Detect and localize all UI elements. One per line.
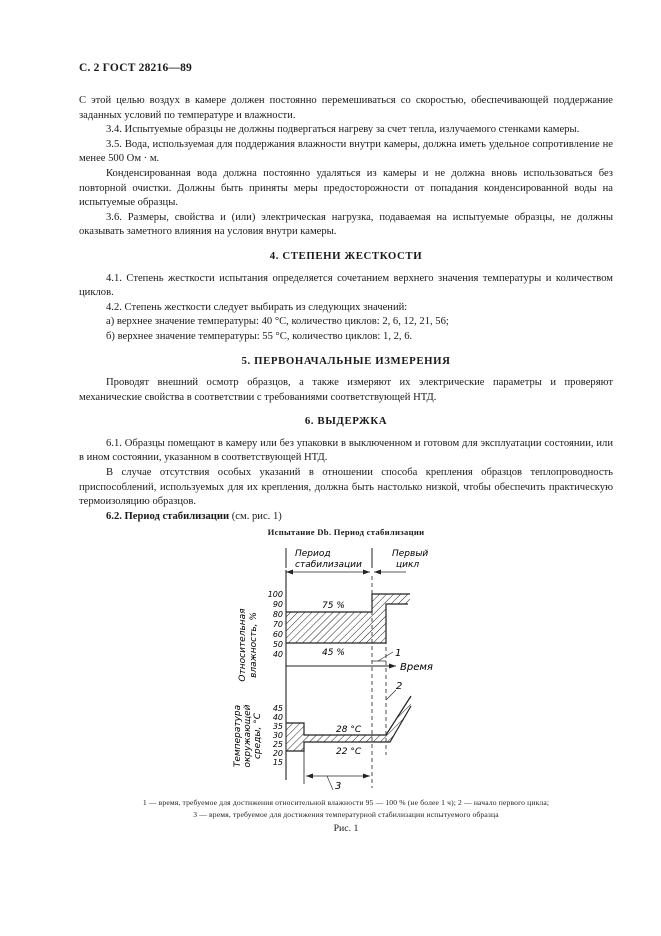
paragraph-6-2-ref: (см. рис. 1) xyxy=(229,510,282,522)
paragraph-6-1-b: В случае отсутствия особых указаний в отношении способа крепления образцов теплопроводность приспособлений, используемых для их крепления, должна быть настолько низкой, чтобы обеспечить практическую термоизоляцию образцов. xyxy=(79,467,613,508)
temp-tick-35: 35 xyxy=(272,722,283,731)
marker-1-label: 1 xyxy=(395,648,402,659)
humidity-band-hatch xyxy=(286,612,386,643)
paragraph-3-4: 3.4. Испытуемые образцы не должны подвергаться нагреву за счет тепла, излучаемого стенками камеры. xyxy=(106,124,580,136)
temp-tick-25: 25 xyxy=(272,740,283,749)
humidity-tick-70: 70 xyxy=(272,620,283,629)
temp-axis-title-line2: окружающей xyxy=(243,704,253,768)
temp-tick-20: 20 xyxy=(272,749,283,758)
temp-label-28: 28 °С xyxy=(336,725,362,735)
marker-3-label: 3 xyxy=(335,781,342,792)
first-cycle-label-line1: Первый xyxy=(392,549,429,559)
temperature-band-hatch xyxy=(286,696,411,751)
marker-3-leader xyxy=(327,776,333,790)
caption-line-1: 1 — время, требуемое для достижения относительной влажности 95 — 100 % (не более 1 ч); 2 — начало первого цикла; xyxy=(142,798,550,807)
figure-label: Рис. 1 xyxy=(333,823,359,834)
temp-tick-45: 45 xyxy=(272,704,283,713)
paragraph-4-2-a: а) верхнее значение температуры: 40 °С, количество циклов: 2, 6, 12, 21, 56; xyxy=(106,316,449,328)
humidity-label-45: 45 % xyxy=(322,648,345,658)
humidity-tick-50: 50 xyxy=(272,640,283,649)
paragraph-intro: С этой целью воздух в камере должен постоянно перемешиваться со скоростью, обеспечивающей поддержание заданных условий по температуре и влажности. xyxy=(79,95,613,121)
first-cycle-label-line2: цикл xyxy=(396,560,420,570)
temp-tick-15: 15 xyxy=(272,758,283,767)
humidity-axis-title-line1: Относительная xyxy=(238,608,248,682)
temp-tick-40: 40 xyxy=(272,713,283,722)
marker-2-leader xyxy=(386,690,396,700)
humidity-tick-90: 90 xyxy=(272,600,283,609)
humidity-high-hatch xyxy=(386,594,410,604)
humidity-tick-100: 100 xyxy=(267,590,283,599)
period-label-line1: Период xyxy=(295,549,331,559)
humidity-axis-title-line2: влажность, % xyxy=(249,612,259,678)
page-header: С. 2 ГОСТ 28216—89 xyxy=(79,62,192,74)
humidity-tick-60: 60 xyxy=(272,630,283,639)
paragraph-4-2: 4.2. Степень жесткости следует выбирать из следующих значений: xyxy=(106,301,408,313)
temp-axis-title-line1: Температура xyxy=(233,704,243,768)
caption-line-2: 3 — время, требуемое для достижения температурной стабилизации испытуемого образца xyxy=(193,809,499,819)
section-heading-5: 5. ПЕРВОНАЧАЛЬНЫЕ ИЗМЕРЕНИЯ xyxy=(241,354,451,367)
marker-3-arrow-left xyxy=(306,774,313,779)
temp-tick-30: 30 xyxy=(272,731,283,740)
period-label-line2: стабилизации xyxy=(295,560,362,570)
section-heading-4: 4. СТЕПЕНИ ЖЕСТКОСТИ xyxy=(269,249,423,262)
document-body xyxy=(79,94,613,524)
paragraph-4-1: 4.1. Степень жесткости испытания определяется сочетанием верхнего значения температуры и количеством циклов. xyxy=(79,272,613,299)
marker-2-label: 2 xyxy=(396,681,403,692)
paragraph-6-1: 6.1. Образцы помещают в камеру или без упаковки в выключенном и готовом для эксплуатации состоянии, или в ином состоянии, указанном в соответствующей НТД. xyxy=(79,437,613,464)
temp-label-22: 22 °С xyxy=(336,747,362,757)
humidity-label-75: 75 % xyxy=(322,601,345,611)
period-arrow-right xyxy=(363,570,370,575)
paragraph-6-2 xyxy=(79,510,613,525)
marker-1-leader xyxy=(378,652,393,661)
time-axis-arrow xyxy=(389,664,396,669)
section-heading-6: 6. ВЫДЕРЖКА xyxy=(304,415,388,428)
paragraph-3-5-condensed: Конденсированная вода должна постоянно удаляться из камеры и не должна вновь использоваться без повторной очистки. Должны быть приняты меры предосторожности от попадания конденсированной воды на испытуемые образцы. xyxy=(79,167,613,209)
temp-axis-title-line3: среды, °С xyxy=(253,712,263,760)
paragraph-3-5: 3.5. Вода, используемая для поддержания влажности внутри камеры, должна иметь удельное сопротивление не менее 500 Ом · м. xyxy=(79,138,613,165)
paragraph-4-2-b: б) верхнее значение температуры: 55 °С, количество циклов: 1, 2, 6. xyxy=(106,330,413,342)
paragraph-3-6: 3.6. Размеры, свойства и (или) электрическая нагрузка, подаваемая на испытуемые образцы, не должны оказывать заметного влияния на условия внутри камеры. xyxy=(79,211,613,238)
figure-title: Испытание Db. Период стабилизации xyxy=(267,527,425,537)
marker-3-arrow-right xyxy=(363,774,370,779)
cycle-arrow-left xyxy=(374,570,381,575)
period-arrow-left xyxy=(286,570,293,575)
paragraph-5: Проводят внешний осмотр образцов, а также измеряют их электрические параметры и проверяют механические свойства в соответствии с требованиями соответствующей НТД. xyxy=(79,377,613,403)
humidity-tick-40: 40 xyxy=(272,650,283,659)
figure-caption xyxy=(79,797,613,820)
humidity-tick-80: 80 xyxy=(272,610,283,619)
paragraph-6-2-title: 6.2. Период стабилизации xyxy=(106,510,230,522)
stabilization-diagram xyxy=(200,540,440,792)
humidity-rise-hatch xyxy=(372,594,386,612)
time-label: Время xyxy=(400,662,433,673)
